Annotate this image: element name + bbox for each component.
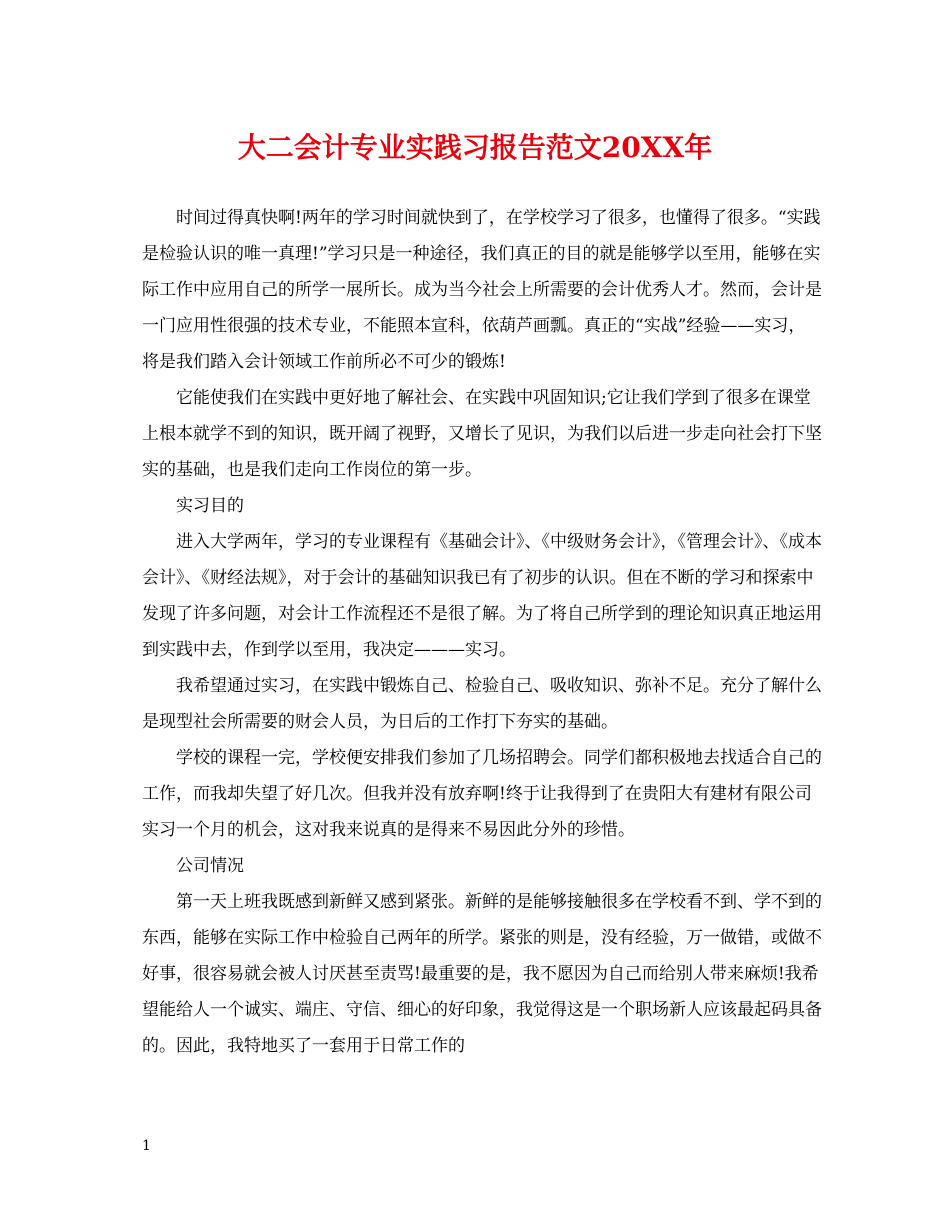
paragraph: 时间过得真快啊!两年的学习时间就快到了，在学校学习了很多，也懂得了很多。“实践是检验认识的唯一真理!”学习只是一种途径，我们真正的目的就是能够学以至用，能够在实际工作中应用自己的所学一展所长。成为当今社会上所需要的会计优秀人才。然而，会计是一门应用性很强的技术专业，不能照本宣科，依葫芦画瓢。真正的“实战”经验——实习，将是我们踏入会计领域工作前所必不可少的锻炼!: [142, 208, 822, 372]
page-number: 1: [142, 1138, 151, 1154]
document-title: 大二会计专业实践习报告范文20XX年: [237, 131, 713, 164]
section-heading-internship-purpose: 实习目的: [176, 496, 244, 516]
paragraph: 它能使我们在实践中更好地了解社会、在实践中巩固知识;它让我们学到了很多在课堂上根本就学不到的知识，既开阔了视野，又增长了见识，为我们以后进一步走向社会打下坚实的基础，也是我们走向工作岗位的第一步。: [142, 388, 822, 480]
paragraph: 第一天上班我既感到新鲜又感到紧张。新鲜的是能够接触很多在学校看不到、学不到的东西，能够在实际工作中检验自己两年的所学。紧张的则是，没有经验，万一做错，或做不好事，很容易就会被人讨厌甚至责骂!最重要的是，我不愿因为自己而给别人带来麻烦!我希望能给人一个诚实、端庄、守信、细心的好印象，我觉得这是一个职场新人应该最起码具备的。因此，我特地买了一套用于日常工作的: [142, 892, 822, 1056]
document-body: [142, 200, 822, 1064]
paragraph: 进入大学两年，学习的专业课程有《基础会计》、《中级财务会计》，《管理会计》、《成本会计》、《财经法规》，对于会计的基础知识我已有了初步的认识。但在不断的学习和探索中发现了许多问题，对会计工作流程还不是很了解。为了将自己所学到的理论知识真正地运用到实践中去，作到学以至用，我决定———实习。: [142, 532, 822, 660]
paragraph: 学校的课程一完，学校便安排我们参加了几场招聘会。同学们都积极地去找适合自己的工作，而我却失望了好几次。但我并没有放弃啊!终于让我得到了在贵阳大有建材有限公司实习一个月的机会，这对我来说真的是得来不易因此分外的珍惜。: [142, 748, 822, 840]
paragraph: 我希望通过实习，在实践中锻炼自己、检验自己、吸收知识、弥补不足。充分了解什么是现型社会所需要的财会人员，为日后的工作打下夯实的基础。: [142, 676, 822, 732]
section-heading-company-info: 公司情况: [176, 856, 244, 876]
